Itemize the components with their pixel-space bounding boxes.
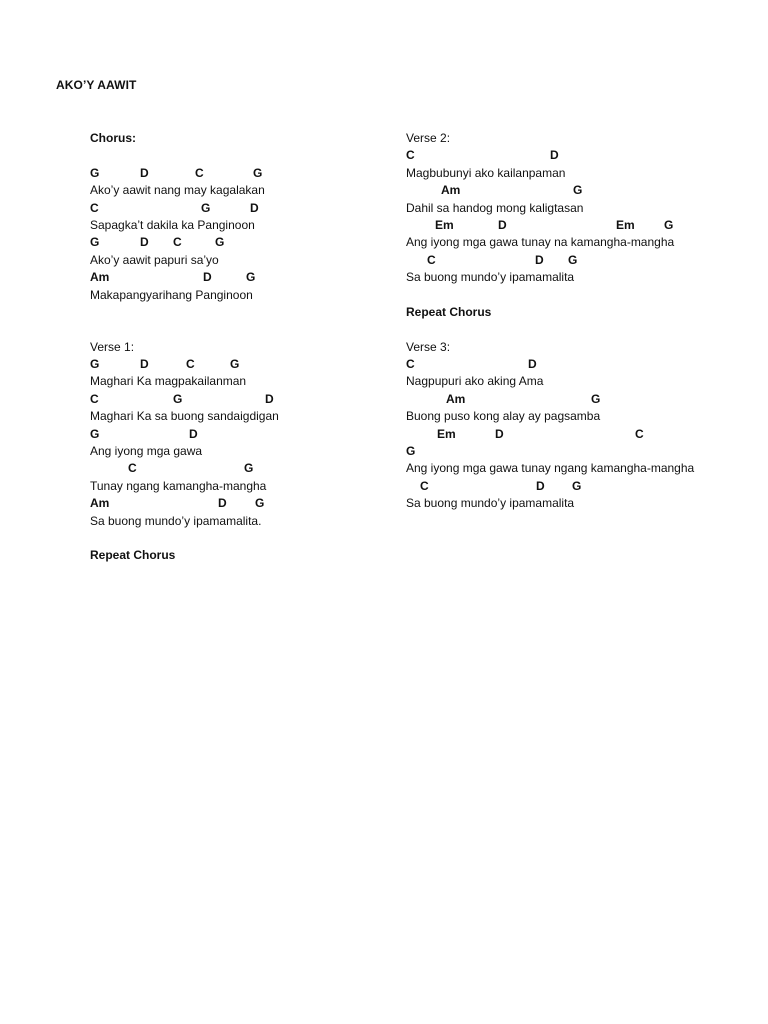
chord: D: [140, 357, 149, 372]
chord: G: [246, 270, 256, 285]
chord: G: [664, 217, 674, 232]
chord: G: [244, 461, 254, 476]
chord: G: [90, 235, 100, 250]
chord: G: [568, 252, 578, 267]
chord-line: [90, 426, 390, 443]
verse1-label: Verse 1:: [90, 339, 135, 354]
chord: G: [90, 165, 100, 180]
chord: G: [573, 183, 583, 198]
chord: C: [406, 357, 415, 372]
chord: G: [230, 357, 240, 372]
chord: D: [495, 426, 504, 441]
chord-line: [90, 200, 390, 217]
chord-line: [90, 460, 390, 477]
chord: Am: [441, 183, 461, 198]
chord: G: [90, 357, 100, 372]
chord: C: [406, 148, 415, 163]
chord: D: [265, 391, 274, 406]
chord: G: [90, 426, 100, 441]
chorus-label: Chorus:: [90, 131, 136, 145]
chord: G: [173, 391, 183, 406]
chord: G: [253, 165, 263, 180]
repeat-chorus-label: Repeat Chorus: [90, 548, 176, 563]
chord: C: [173, 235, 182, 250]
lyric-line: Ako’y aawit nang may kagalakan: [90, 183, 265, 198]
chord-line: [90, 495, 390, 512]
chord-line: [90, 356, 390, 373]
lyric-line: Ang iyong mga gawa tunay ngang kamangha-mangha: [406, 461, 695, 476]
chord: D: [528, 357, 537, 372]
chord: Em: [616, 217, 635, 232]
song-title: AKO’Y AAWIT: [56, 78, 137, 92]
chord: G: [201, 200, 211, 215]
lyric-line: Maghari Ka sa buong sandaigdigan: [90, 409, 279, 424]
lyric-line: Maghari Ka magpakailanman: [90, 374, 247, 389]
lyric-line: Nagpupuri ako aking Ama: [406, 374, 544, 389]
chord-line: [406, 426, 746, 443]
chord: Am: [446, 391, 466, 406]
lyric-line: Sapagka’t dakila ka Panginoon: [90, 217, 255, 232]
lyric-line: Sa buong mundo’y ipamamalita.: [90, 513, 262, 528]
lyric-line: Dahil sa handog mong kaligtasan: [406, 200, 584, 215]
chord: D: [550, 148, 559, 163]
chord: C: [186, 357, 195, 372]
chord: D: [250, 200, 259, 215]
repeat-chorus-label: Repeat Chorus: [406, 304, 492, 319]
chord-line: [90, 269, 390, 286]
chord-line: [406, 147, 746, 164]
chord: Am: [90, 496, 110, 511]
lyric-line: Tunay ngang kamangha-mangha: [90, 478, 267, 493]
lyric-line: Makapangyarihang Panginoon: [90, 287, 253, 302]
chord-line: [406, 356, 746, 373]
chord: G: [215, 235, 225, 250]
chord: C: [427, 252, 436, 267]
lyric-line: Ako’y aawit papuri sa’yo: [90, 252, 219, 267]
chord-line: [406, 391, 746, 408]
chord: Am: [90, 270, 110, 285]
chord: C: [90, 200, 99, 215]
chord: C: [635, 426, 644, 441]
chord: D: [498, 217, 507, 232]
chord: G: [572, 478, 582, 493]
chord: C: [128, 461, 137, 476]
right-column: [406, 130, 746, 513]
verse2-label: Verse 2:: [406, 131, 451, 145]
lyric-line: Buong puso kong alay ay pagsamba: [406, 409, 601, 424]
chord: D: [218, 496, 227, 511]
chord-line: [406, 478, 746, 495]
chord-line: [406, 182, 746, 199]
chord: D: [535, 252, 544, 267]
left-column: [90, 130, 390, 565]
chord: D: [189, 426, 198, 441]
chord: C: [90, 391, 99, 406]
lyric-line: Sa buong mundo’y ipamamalita: [406, 496, 575, 511]
chord: D: [536, 478, 545, 493]
chord-line: [406, 217, 746, 234]
chord: D: [203, 270, 212, 285]
lyric-line: Ang iyong mga gawa tunay na kamangha-mangha: [406, 235, 675, 250]
chord: C: [195, 165, 204, 180]
chord: Em: [435, 217, 454, 232]
chord: Em: [437, 426, 456, 441]
chord-line: [406, 252, 746, 269]
verse3-label: Verse 3:: [406, 339, 451, 354]
chord-line: [90, 391, 390, 408]
chord-line: [90, 234, 390, 251]
lyric-line: Magbubunyi ako kailanpaman: [406, 165, 566, 180]
chord: D: [140, 165, 149, 180]
lyric-line: Sa buong mundo’y ipamamalita: [406, 270, 575, 285]
chord: C: [420, 478, 429, 493]
chord-line: [90, 165, 390, 182]
chord-line-overflow: G: [406, 444, 416, 459]
lyric-line: Ang iyong mga gawa: [90, 444, 203, 459]
chord: G: [591, 391, 601, 406]
chord: D: [140, 235, 149, 250]
chord: G: [255, 496, 265, 511]
